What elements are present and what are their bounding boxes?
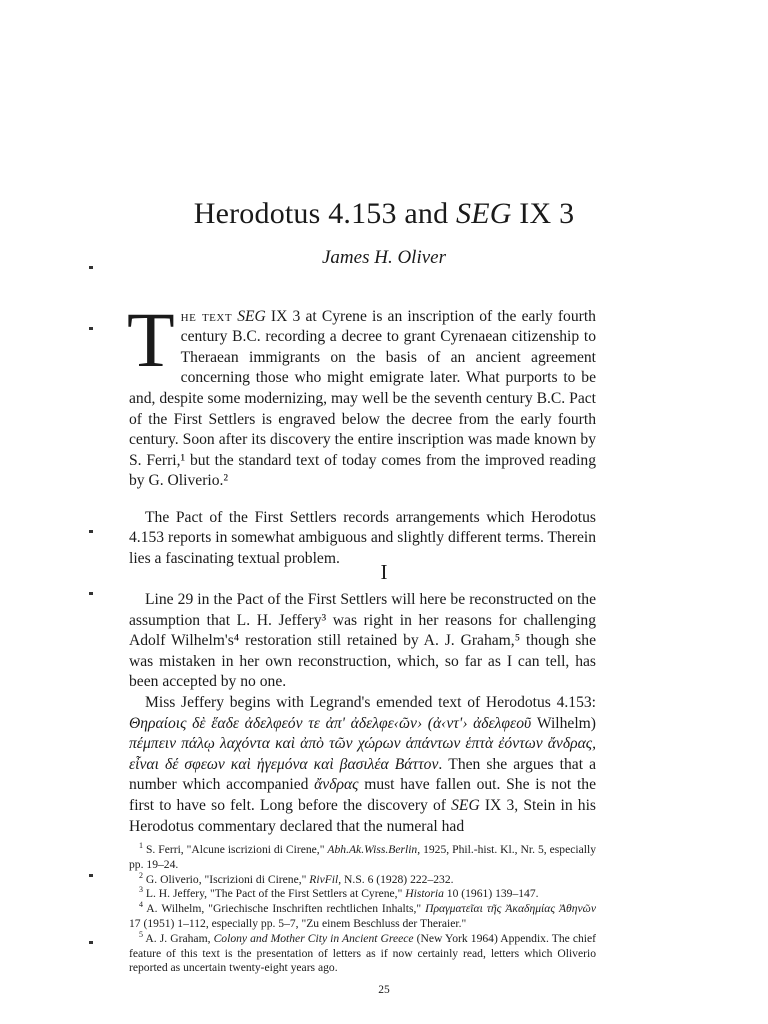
footnote-1 bbox=[129, 843, 596, 873]
title-text-end: IX 3 bbox=[511, 197, 575, 230]
section-paragraph-1: Line 29 in the Pact of the First Settlers will here be reconstructed on the assumption that L. H. Jeffery³ was right in her reasons for challenging Adolf Wilhelm's⁴ restoration still retained by A. J. Graham,⁵ though she was mistaken in her own reconstruction, which, so far as I can tell, has been accepted by no one. bbox=[129, 591, 596, 691]
margin-mark bbox=[89, 592, 93, 595]
footnote-2 bbox=[129, 870, 596, 888]
footnote-text: (New York 1964) Appendix. The chief feature of this text is the presentation of letters as if now certainly read, letters which Oliverio reported as uncertain twenty-eight years ago. bbox=[129, 931, 596, 975]
para-text: Wilhelm) bbox=[531, 714, 596, 732]
margin-mark bbox=[89, 266, 93, 269]
footnote-text: , N.S. 6 (1928) 222–232. bbox=[338, 872, 454, 886]
seg-italic: SEG bbox=[451, 796, 480, 814]
title-italic: SEG bbox=[456, 197, 512, 230]
footnote-italic: RivFil bbox=[309, 872, 339, 886]
section-heading: I bbox=[380, 560, 388, 584]
intro-paragraphs bbox=[129, 291, 596, 585]
section-body bbox=[129, 590, 596, 837]
greek-word: ἄνδρας bbox=[314, 776, 359, 794]
footnote-number: 2 bbox=[139, 870, 143, 880]
drop-cap: T bbox=[127, 295, 175, 383]
para-text: IX 3, Stein in his Herodotus commentary declared that the numeral had bbox=[129, 796, 596, 835]
footnote-italic: Πραγματεῖαι τῆς Ἀκαδημίας Ἀθηνῶν bbox=[425, 902, 596, 916]
footnote-number: 3 bbox=[139, 885, 143, 895]
para-text: . Then she argues that a number which accompanied bbox=[129, 755, 597, 794]
intro-small-caps: he text bbox=[180, 307, 233, 325]
footnote-text: A. J. Graham, bbox=[143, 931, 214, 945]
footnote-text: S. Ferri, "Alcune iscrizioni di Cirene," bbox=[143, 843, 328, 856]
article-title bbox=[0, 197, 768, 231]
footnote-text: 10 (1961) 139–147. bbox=[443, 887, 539, 901]
margin-mark bbox=[89, 530, 93, 533]
footnote-text: A. Wilhelm, "Griechische Inschriften rechtlichen Inhalts," bbox=[143, 902, 426, 916]
title-text: Herodotus 4.153 and bbox=[193, 197, 457, 230]
margin-mark bbox=[89, 327, 93, 330]
margin-mark bbox=[89, 874, 93, 877]
footnote-text: G. Oliverio, "Iscrizioni di Cirene," bbox=[143, 872, 310, 886]
footnotes bbox=[129, 843, 596, 976]
footnote-text: 17 (1951) 1–112, especially pp. 5–7, "Zu einem Beschluss der Theraier." bbox=[129, 916, 467, 930]
para-text: must have fallen out. She is not the first to have so felt. Long before the discovery of bbox=[129, 776, 596, 814]
footnote-text: L. H. Jeffery, "The Pact of the First Settlers at Cyrene," bbox=[143, 887, 406, 901]
footnote-italic: Abh.Ak.Wiss.Berlin bbox=[327, 843, 418, 856]
greek-quote: Θηραίοις δὲ ἕαδε ἀδελφεόν τε ἀπ' ἀδελφε‹ῶν› (ἀ‹ντ'› ἀδελφεοῦ bbox=[129, 714, 532, 732]
footnote-number: 1 bbox=[139, 841, 143, 851]
intro-paragraph-1 bbox=[127, 295, 596, 492]
intro-paragraph-2: The Pact of the First Settlers records arrangements which Herodotus 4.153 reports in somewhat ambiguous and slightly different terms. Therein lies a fascinating textual problem. bbox=[129, 508, 596, 567]
footnote-number: 4 bbox=[139, 900, 143, 910]
para-text: Miss Jeffery begins with Legrand's emended text of Herodotus 4.153: bbox=[145, 693, 596, 711]
footnote-5 bbox=[129, 929, 596, 976]
author-name: James H. Oliver bbox=[322, 247, 446, 268]
footnote-italic: Historia bbox=[405, 887, 444, 901]
footnote-4 bbox=[129, 902, 596, 932]
intro-text: IX 3 at Cyrene is an inscription of the early fourth century B.C. recording a decree to grant Cyrenaean citizenship to Theraean immigrants on the basis of an ancient agreement concerning those who might emigrate later. What purports to be and, despite some modernizing, may well be the seventh century B.C. Pact of the First Settlers is engraved below the decree from the early fourth century. Soon after its discovery the entire inscription was made known by S. Ferri,¹ but the standard text of today comes from the improved reading by G. Oliverio.² bbox=[129, 307, 596, 490]
footnote-number: 5 bbox=[139, 929, 143, 939]
section-paragraph-2 bbox=[129, 693, 596, 837]
footnote-3 bbox=[129, 887, 596, 902]
footnote-italic: Colony and Mother City in Ancient Greece bbox=[213, 931, 414, 945]
greek-quote: πέμπειν πάλῳ λαχόντα καὶ ἀπὸ τῶν χώρων ἁπάντων ἑπτὰ ἐόντων ἄνδρας, εἶναι δέ σφεων καὶ ἡγεμόνα καὶ βασιλέα Βάττον bbox=[129, 735, 596, 773]
margin-mark bbox=[89, 941, 93, 944]
page-number: 25 bbox=[378, 984, 390, 996]
intro-italic: SEG bbox=[237, 307, 266, 325]
footnote-text: , 1925, Phil.-hist. Kl., Nr. 5, especially pp. 19–24. bbox=[129, 843, 596, 871]
